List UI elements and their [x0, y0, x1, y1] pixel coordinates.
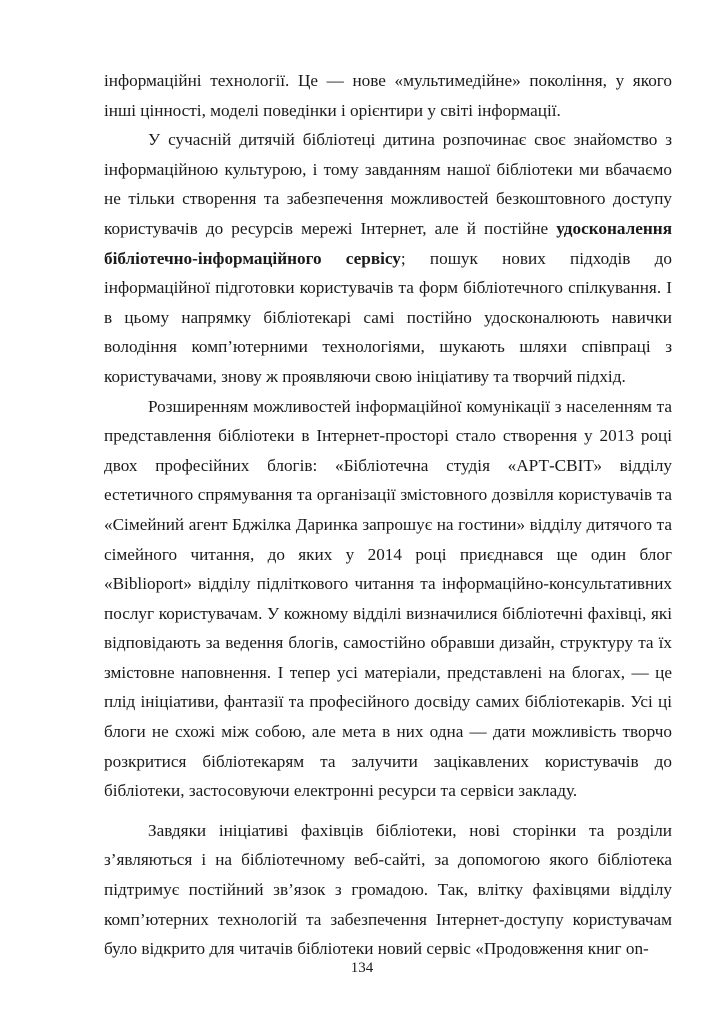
paragraph-2-text-start: У сучасній дитячій бібліотеці дитина розпочинає своє знайомство з інформаційною культурою, і тому завданням нашої бібліотеки ми вбачаємо не тільки створення та забезпечення можливостей безкоштовного доступу користувачів до ресурсів мережі Інтернет, але й постійне: [104, 130, 672, 238]
page-number: 134: [350, 960, 374, 976]
paragraph-2: [104, 125, 672, 391]
paragraph-3: Розширенням можливостей інформаційної комунікації з населенням та представлення бібліотеки в Інтернет-просторі стало створення у 2013 році двох професійних блогів: «Бібліотечна студія «АРТ-СВІТ» відділу естетичного спрямування та організації змістовного дозвілля користувачів та «Сімейний агент Бджілка Даринка запрошує на гостини» відділу дитячого та сімейного читання, до яких у 2014 році приєднався ще один блог «Biblioport» відділу підліткового читання та інформаційно-консультативних послуг користувачам. У кожному відділі визначилися бібліотечні фахівці, які відповідають за ведення блогів, самостійно обравши дизайн, структуру та їх змістовне наповнення. І тепер усі матеріали, представлені на блогах, — це плід ініціативи, фантазії та професійного досвіду самих бібліотекарів. Усі ці блоги не схожі між собою, але мета в них одна — дати можливість творчо розкритися бібліотекарям та залучити зацікавлених користувачів до бібліотеки, застосовуючи електронні ресурси та сервіси закладу.: [104, 396, 672, 801]
paragraph-2-bold-phrase: удосконалення бібліотечно-інформаційного сервісу: [104, 218, 672, 268]
document-body: [104, 66, 672, 964]
paragraph-4: Завдяки ініціативі фахівців бібліотеки, нові сторінки та розділи з’являються і на бібліотечному веб-сайті, за допомогою якого бібліотека підтримує постійний зв’язок з громадою. Так, влітку фахівцями відділу комп’ютерних технологій та забезпечення Інтернет-доступу користувачам було відкрито для читачів бібліотеки новий сервіс «Продовження книг on-: [104, 820, 672, 959]
paragraph-1: інформаційні технології. Це — нове «мультимедійне» покоління, у якого інші цінності, моделі поведінки і орієнтири у світі інформації.: [104, 71, 672, 120]
paragraph-2-text-end: ; пошук нових підходів до інформаційної підготовки користувачів та форм бібліотечного спілкування. І в цьому напрямку бібліотекарі самі постійно удосконалюють навички володіння комп’ютерними технологіями, шукають шляхи співпраці з користувачами, знову ж проявляючи свою ініціативу та творчий підхід.: [104, 248, 672, 386]
